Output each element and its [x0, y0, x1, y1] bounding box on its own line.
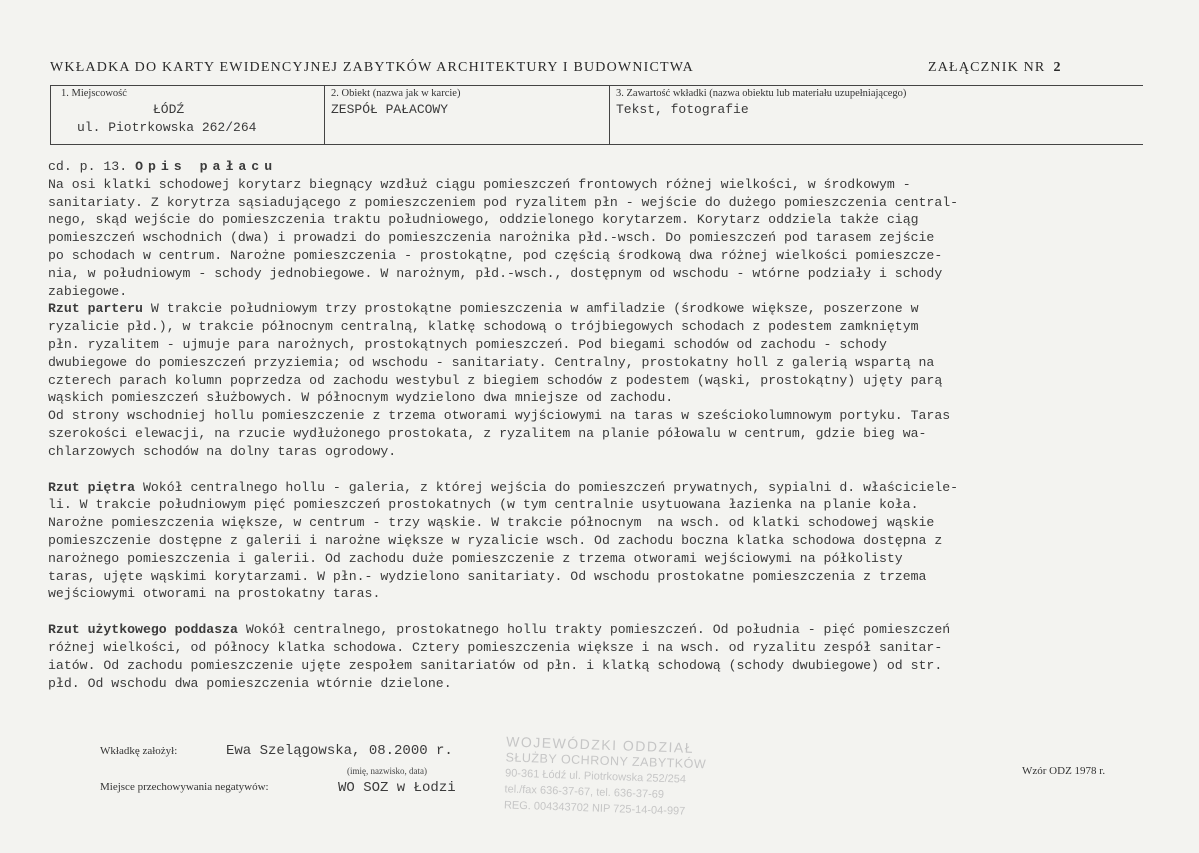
document-body — [48, 158, 1148, 692]
field-location-city: ŁÓDŹ — [153, 102, 185, 117]
parter-line: Od strony wschodniej hollu pomieszczenie z trzema otworami wyjściowymi na taras w sześciokolumnowym portyku. Taras — [48, 408, 951, 424]
annex-label — [928, 60, 1062, 76]
parter-line: wąskich pomieszczeń służbowych. W północnym wydzielono dwa mniejsze od zachodu. — [48, 390, 674, 406]
para1-line: sanitariaty. Z korytrza sąsiadującego z pomieszczeniem pod ryzalitem płn - wejście do dużego pomieszczenia central- — [48, 194, 959, 210]
field-object-label: 2. Obiekt (nazwa jak w karcie) — [331, 88, 461, 99]
field-location — [50, 86, 325, 144]
stamp-line: tel./fax 636-37-67, tel. 636-37-69 — [504, 783, 665, 801]
storage-value: WO SOZ w Łodzi — [338, 780, 456, 796]
poddasze-heading: Rzut użytkowego poddasza — [48, 622, 238, 638]
para1-line: nia, w południowym - schody jednobiegowe. W narożnym, płd.-wsch., dostępnym od wschodu - wtórne podziały i schody — [48, 265, 943, 281]
pietro-line: narożnego pomieszczenia i galerii. Od zachodu duże pomieszczenie z trzema otworami wejściowymi na półkolisty — [48, 550, 903, 566]
para1-line: zabiegowe. — [48, 283, 128, 299]
pietro-first-text: Wokół centralnego hollu - galeria, z której wejścia do pomieszczeń prywatnych, sypialni d. właściciele- — [135, 479, 959, 495]
annex-text: ZAŁĄCZNIK NR — [928, 60, 1046, 75]
form-reference: Wzór ODZ 1978 r. — [1022, 765, 1106, 777]
parter-line: dwubiegowe do pomieszczeń przyziemia; od wschodu - sanitariaty. Centralny, prostokatny holl z galerią wspartą na — [48, 354, 935, 370]
field-location-label: 1. Miejscowość — [61, 88, 127, 99]
field-contents-value: Tekst, fotografie — [616, 102, 749, 117]
form-title: WKŁADKA DO KARTY EWIDENCYJNEJ ZABYTKÓW ARCHITEKTURY I BUDOWNICTWA — [50, 60, 694, 75]
created-by-note: (imię, nazwisko, data) — [347, 766, 427, 776]
field-contents-label: 3. Zawartość wkładki (nazwa obiektu lub materiału uzupełniającego) — [616, 88, 907, 99]
intro-prefix: cd. p. 13. — [48, 159, 136, 174]
para1-line: nego, skąd wejście do pomieszczenia traktu południowego, oddzielonego korytarzem. Korytarz oddziela także ciąg — [48, 212, 919, 228]
parter-line: szerokości elewacji, na rzucie wydłużonego prostokata, z ryzalitem na planie półowalu w centrum, gdzie bieg wa- — [48, 425, 927, 441]
pietro-line: taras, ujęte wąskimi korytarzami. W płn.- wydzielono sanitariaty. Od wschodu prostokatne pomieszczenia z trzema — [48, 568, 927, 584]
poddasze-line: różnej wielkości, od północy klatka schodowa. Cztery pomieszczenia większe i na wsch. od ryzalitu zespół sanitar- — [48, 639, 943, 655]
stamp-line: REG. 004343702 NIP 725-14-04-997 — [503, 799, 686, 818]
poddasze-line: iatów. Od zachodu pomieszczenie ujęte zespołem sanitariatów od płn. i klatką schodową (schody dwubiegowe) od str. — [48, 657, 943, 673]
para1-line: Na osi klatki schodowej korytarz biegnący wzdłuż ciągu pomieszczeń frontowych różnej wielkości, w środkowym - — [48, 176, 911, 192]
storage-label: Miejsce przechowywania negatywów: — [100, 781, 269, 793]
poddasze-first-line — [48, 621, 1148, 639]
para1-line: po schodach w centrum. Narożne pomieszczenia - prostokątne, pod częścią środkową dwa różnej wielkości pomieszcze- — [48, 247, 943, 263]
stamp-line: SŁUŻBY OCHRONY ZABYTKÓW — [505, 750, 707, 772]
created-by-value: Ewa Szelągowska, 08.2000 r. — [226, 743, 453, 759]
office-stamp — [504, 733, 717, 820]
para1-line: pomieszczeń wschodnich (dwa) i prowadzi do pomieszczenia narożnika płd.-wsch. Do pomieszczeń pod tarasem zejście — [48, 230, 935, 246]
stamp-line: 90-361 Łódź ul. Piotrkowska 252/254 — [504, 767, 687, 786]
header-fields — [50, 85, 1143, 145]
field-object — [324, 86, 610, 144]
field-location-street: ul. Piotrkowska 262/264 — [77, 120, 257, 135]
poddasze-line: płd. Od wschodu dwa pomieszczenia wtórnie dzielone. — [48, 675, 452, 691]
parter-line: płn. ryzalitem - ujmuje para narożnych, prostokątnych pomieszczeń. Pod biegami schodów od zachodu - schody — [48, 336, 887, 352]
field-contents — [609, 86, 1144, 144]
stamp-line: WOJEWÓDZKI ODDZIAŁ — [505, 733, 695, 756]
poddasze-first-text: Wokół centralnego, prostokatnego hollu trakty pomieszczeń. Od południa - pięć pomieszczeń — [237, 622, 951, 638]
parter-first-text: W trakcie południowym trzy prostokątne pomieszczenia w amfiladzie (środkowe większe, poszerzone w — [142, 301, 919, 317]
parter-line: czterech parach kolumn poprzedza od zachodu westybul z biegiem schodów z podestem (wąski, prostokątny) ujęty parą — [48, 372, 943, 388]
pietro-line: wejściowymi otworami na prostokatny taras. — [48, 586, 381, 602]
parter-heading: Rzut parteru — [48, 301, 143, 317]
field-object-value: ZESPÓŁ PAŁACOWY — [331, 102, 449, 117]
parter-line: chlarzowych schodów na dolny taras ogrodowy. — [48, 443, 397, 459]
annex-number: 2 — [1053, 60, 1062, 75]
pietro-heading: Rzut piętra — [48, 479, 136, 495]
intro-heading: Opis pałacu — [135, 159, 278, 174]
pietro-line: li. W trakcie południowym pięć pomieszczeń prostokatnych (w tym centralnie usytuowana łazienka na planie koła. — [48, 497, 919, 513]
pietro-line: pomieszczenie dostępne z galerii i narożne większe w ryzalicie wsch. Od zachodu boczna klatka schodowa dostępna z — [48, 532, 943, 548]
parter-first-line — [48, 300, 1148, 318]
pietro-first-line — [48, 479, 1148, 497]
parter-line: ryzalicie płd.), w trakcie północnym centralną, klatkę schodową o trójbiegowych schodach z podestem zamkniętym — [48, 319, 919, 335]
pietro-line: Narożne pomieszczenia większe, w centrum - trzy wąskie. W trakcie północnym na wsch. od klatki schodowej wąskie — [48, 515, 935, 531]
created-by-label: Wkładkę założył: — [100, 745, 178, 757]
intro-line — [48, 158, 1148, 176]
